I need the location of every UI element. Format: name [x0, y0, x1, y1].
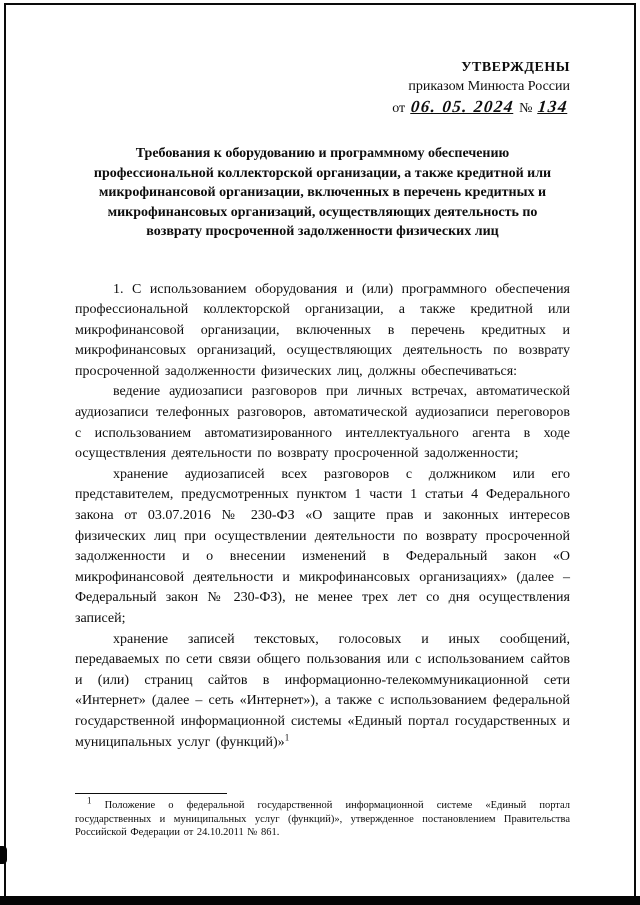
- approval-number-sign: №: [519, 101, 533, 116]
- paragraph-1: 1. С использованием оборудования и (или) программного обеспечения профессиональной коллекторской организации, а также кредитной или микрофинансовой организации, включенных в перечень кредитных и микрофинансовых организаций, осуществляющих деятельность по возврату просроченной задолженности физических лиц, должны обеспечиваться:: [75, 281, 570, 379]
- approval-approved-label: УТВЕРЖДЕНЫ: [461, 60, 570, 75]
- paragraph-3: хранение аудиозаписей всех разговоров с должником или его представителем, предусмотренных пунктом 1 части 1 статьи 4 Федерального закона от 03.07.2016 № 230-ФЗ «О защите прав и законных интересов физических лиц при осуществлении деятельности по возврату просроченной задолженности и о внесении изменений в Федеральный закон «О микрофинансовой деятельности и микрофинансовых организациях» (далее – Федеральный закон № 230-ФЗ), не менее трех лет со дня осуществления записей;: [75, 466, 570, 626]
- approval-date-line: [75, 97, 570, 118]
- approval-date-prefix: от: [392, 101, 406, 116]
- paragraph-4: [75, 630, 570, 754]
- handwritten-date: 06. 05. 2024: [409, 97, 515, 116]
- footnote-text: Положение о федеральной государственной информационной системе «Единый портал государственных и муниципальных услуг (функций)», утвержденное постановлением Правительства Российской Федерации от 24.10.2011 № 861.: [75, 800, 571, 838]
- handwritten-number: 134: [537, 97, 569, 116]
- scan-artifact-bar: [0, 896, 640, 905]
- document-body: [75, 280, 570, 754]
- approval-order-line: приказом Минюста России: [408, 79, 570, 94]
- document-title: Требования к оборудованию и программному обеспечению профессиональной коллекторской организации, а также кредитной или микрофинансовой организации, включенных в перечень кредитных и микрофинансовых организаций, осуществляющих деятельность по возврату просроченной задолженности физических лиц: [93, 146, 552, 239]
- footnote-divider: [75, 793, 227, 794]
- footnote-reference: 1: [284, 731, 290, 742]
- paragraph-2: ведение аудиозаписи разговоров при личных встречах, автоматической аудиозаписи телефонных разговоров, автоматической аудиозаписи переговоров с использованием автоматизированного интеллектуального агента в ходе осуществления деятельности по возврату просроченной задолженности;: [75, 384, 570, 462]
- approval-block: [75, 58, 570, 118]
- footnote-text-line: [75, 795, 571, 840]
- scan-artifact-blob: [0, 846, 7, 864]
- footnote-marker: 1: [87, 795, 92, 806]
- paragraph-4-text: хранение записей текстовых, голосовых и иных сообщений, передаваемых по сети связи общего пользования или с использованием сайтов и (или) страниц сайтов в информационно-телекоммуникационной сети «Интернет» (далее – сеть «Интернет»), а также с использованием федеральной государственной информационной системы «Единый портал государственных и муниципальных услуг (функций)»: [75, 631, 570, 750]
- footnote-block: [75, 793, 570, 840]
